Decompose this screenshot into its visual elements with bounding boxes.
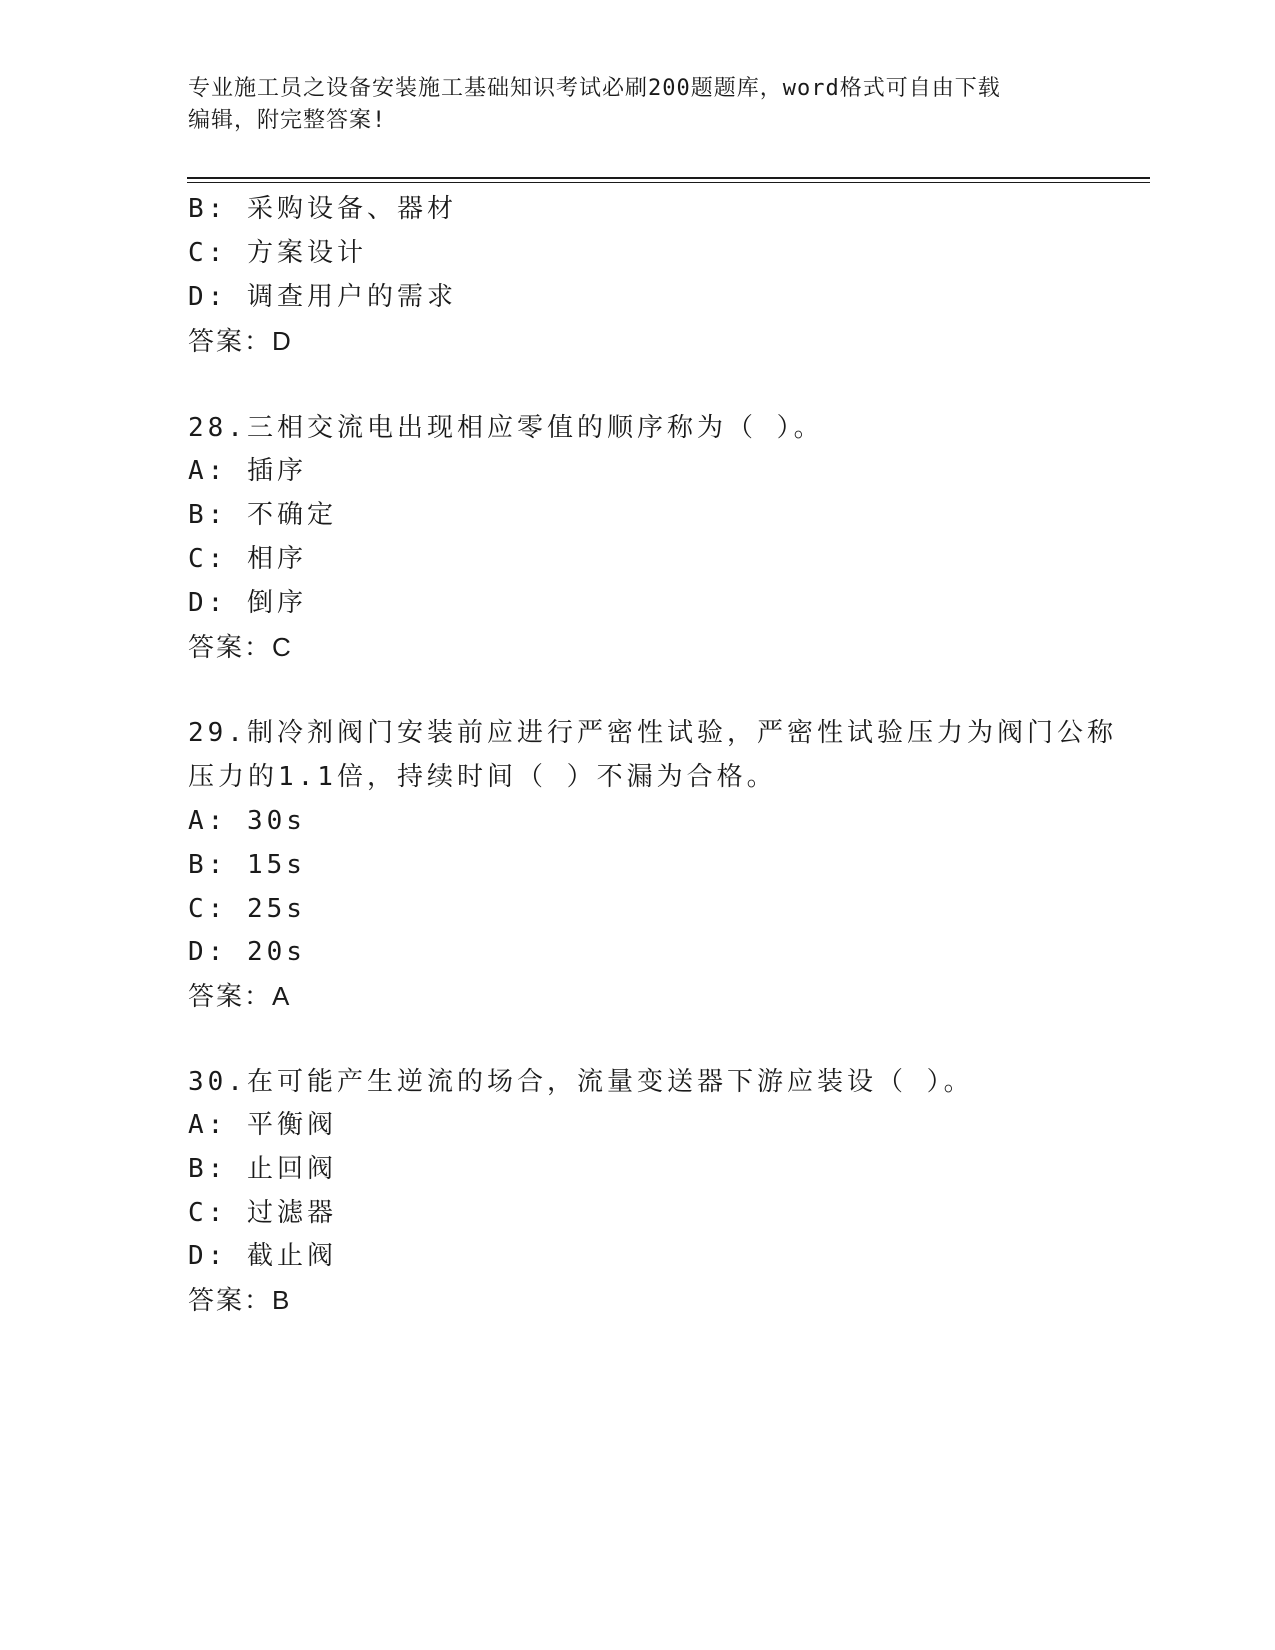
q27-answer [188, 325, 291, 358]
q30-question: 30.在可能产生逆流的场合，流量变送器下游应装设（ ）。 [188, 1067, 974, 1097]
q30-option-a: A: 平衡阀 [188, 1110, 337, 1140]
header-title-line-2: 编辑，附完整答案! [188, 108, 387, 133]
q27-option-b: B: 采购设备、器材 [188, 194, 457, 224]
q28-option-b: B: 不确定 [188, 500, 337, 530]
q27-answer-value: D [272, 326, 291, 356]
header-rule-thin [187, 182, 1150, 183]
q27-answer-label: 答案： [188, 327, 273, 357]
q30-answer-label: 答案： [188, 1286, 273, 1316]
q29-question-line-2: 压力的1.1倍，持续时间（ ）不漏为合格。 [188, 762, 777, 792]
header-title-line-1: 专业施工员之设备安装施工基础知识考试必刷200题题库，word格式可自由下载 [188, 76, 1001, 101]
q29-answer [188, 980, 289, 1013]
q28-answer-label: 答案： [188, 633, 273, 663]
document-header [188, 73, 1088, 137]
q28-answer [188, 631, 291, 664]
q29-answer-value: A [272, 981, 290, 1011]
q30-option-c: C: 过滤器 [188, 1198, 337, 1228]
q29-option-a: A: 30s [188, 806, 306, 836]
q29-option-c: C: 25s [188, 894, 306, 924]
q30-option-d: D: 截止阀 [188, 1241, 337, 1271]
q30-answer-value: B [272, 1285, 290, 1315]
q28-option-c: C: 相序 [188, 544, 307, 574]
q28-answer-value: C [272, 632, 291, 662]
q29-option-b: B: 15s [188, 850, 306, 880]
q28-question: 28.三相交流电出现相应零值的顺序称为（ ）。 [188, 413, 824, 443]
q27-option-c: C: 方案设计 [188, 238, 367, 268]
q28-option-d: D: 倒序 [188, 588, 307, 618]
q29-option-d: D: 20s [188, 937, 306, 967]
header-rule-thick [187, 177, 1150, 179]
q30-answer [188, 1284, 289, 1317]
q30-option-b: B: 止回阀 [188, 1154, 337, 1184]
q29-answer-label: 答案： [188, 982, 273, 1012]
q27-option-d: D: 调查用户的需求 [188, 282, 457, 312]
q29-question-line-1: 29.制冷剂阀门安装前应进行严密性试验，严密性试验压力为阀门公称 [188, 718, 1117, 748]
q28-option-a: A: 插序 [188, 456, 307, 486]
